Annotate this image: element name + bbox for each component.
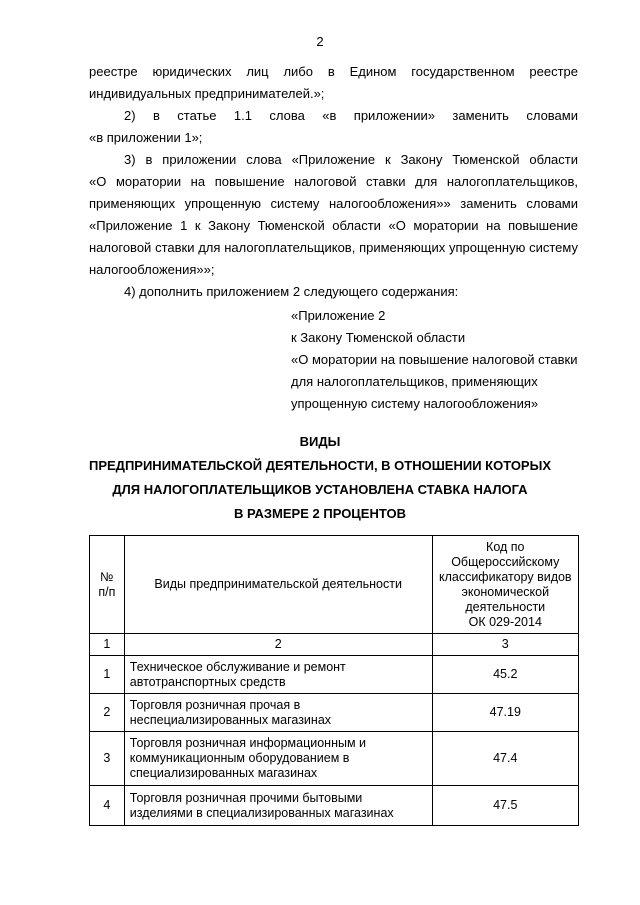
table-header-row <box>90 536 579 634</box>
paragraph-1 <box>89 61 578 105</box>
appendix-line: упрощенную систему налогообложения» <box>291 396 539 411</box>
body-text <box>89 61 578 303</box>
header-num-line: № <box>100 569 114 584</box>
appendix-header <box>291 305 591 415</box>
activity-line: Торговля розничная прочими бытовыми <box>129 790 363 805</box>
header-code-line: Код по <box>486 539 525 554</box>
activity-line: коммуникационным оборудованием в <box>129 751 350 765</box>
appendix-line: для налогоплательщиков, применяющих <box>291 374 538 389</box>
header-code-line: Общероссийскому <box>451 554 560 569</box>
row-code: 47.5 <box>432 786 578 826</box>
header-code-line: классификатору видов <box>438 569 572 584</box>
text-line: 4) дополнить приложением 2 следующего содержания: <box>124 284 459 299</box>
text-line: налоговой ставки для налогоплательщиков, применяющих упрощенную систему <box>89 240 578 255</box>
text-line: «О моратории на повышение налоговой ставки для налогоплательщиков, <box>89 174 578 189</box>
row-num: 3 <box>90 732 125 786</box>
text-line: индивидуальных предпринимателей.»; <box>89 86 325 101</box>
page-number: 2 <box>316 34 324 49</box>
activity-line: Торговля розничная прочая в <box>129 697 301 712</box>
title-line: ПРЕДПРИНИМАТЕЛЬСКОЙ ДЕЯТЕЛЬНОСТИ, В ОТНОШЕНИИ КОТОРЫХ <box>89 458 551 473</box>
title-line: В РАЗМЕРЕ 2 ПРОЦЕНТОВ <box>234 506 406 521</box>
activity-line: автотранспортных средств <box>129 674 286 689</box>
header-code-line: ОК 029-2014 <box>468 614 542 629</box>
header-num <box>90 536 125 634</box>
title-line: ВИДЫ <box>299 434 341 449</box>
document-title <box>0 430 640 526</box>
row-activity <box>124 786 432 826</box>
text-line: «Приложение 1 к Закону Тюменской области «О моратории на повышение <box>89 218 578 233</box>
table-row <box>90 786 579 826</box>
activity-line: изделиями в специализированных магазинах <box>129 805 394 820</box>
appendix-line: «О моратории на повышение налоговой ставки <box>291 352 578 367</box>
row-num: 1 <box>90 656 125 694</box>
column-number-row <box>90 634 579 656</box>
paragraph-4 <box>89 281 578 303</box>
title-line: ДЛЯ НАЛОГОПЛАТЕЛЬЩИКОВ УСТАНОВЛЕНА СТАВКА НАЛОГА <box>112 482 528 497</box>
paragraph-3 <box>89 149 578 281</box>
activity-line: специализированных магазинах <box>129 766 318 780</box>
row-num: 2 <box>90 694 125 732</box>
text-line: налогообложения»»; <box>89 262 215 277</box>
appendix-line: к Закону Тюменской области <box>291 330 466 345</box>
appendix-line: «Приложение 2 <box>291 308 386 323</box>
text-line: «в приложении 1»; <box>89 130 203 145</box>
header-num-line: п/п <box>98 584 116 599</box>
header-code <box>432 536 578 634</box>
activity-line: Техническое обслуживание и ремонт <box>129 659 346 674</box>
row-activity <box>124 656 432 694</box>
activity-table <box>89 535 579 826</box>
paragraph-2 <box>89 105 578 149</box>
column-number: 2 <box>124 634 432 656</box>
row-code: 47.19 <box>432 694 578 732</box>
text-line: применяющих упрощенную систему налогообложения»» заменить словами <box>89 196 578 211</box>
table-row <box>90 732 579 786</box>
row-code: 45.2 <box>432 656 578 694</box>
table-row <box>90 694 579 732</box>
table-row <box>90 656 579 694</box>
header-activity: Виды предпринимательской деятельности <box>124 536 432 634</box>
row-num: 4 <box>90 786 125 826</box>
column-number: 1 <box>90 634 125 656</box>
header-code-line: экономической <box>461 584 550 599</box>
row-code: 47.4 <box>432 732 578 786</box>
row-activity <box>124 694 432 732</box>
text-line: 3) в приложении слова «Приложение к Закону Тюменской области <box>124 152 578 167</box>
activity-line: Торговля розничная информационным и <box>129 736 367 750</box>
activity-line: неспециализированных магазинах <box>129 712 332 727</box>
row-activity <box>124 732 432 786</box>
text-line: 2) в статье 1.1 слова «в приложении» заменить словами <box>124 108 578 123</box>
column-number: 3 <box>432 634 578 656</box>
text-line: реестре юридических лиц либо в Едином государственном реестре <box>89 64 578 79</box>
header-code-line: деятельности <box>465 599 546 614</box>
